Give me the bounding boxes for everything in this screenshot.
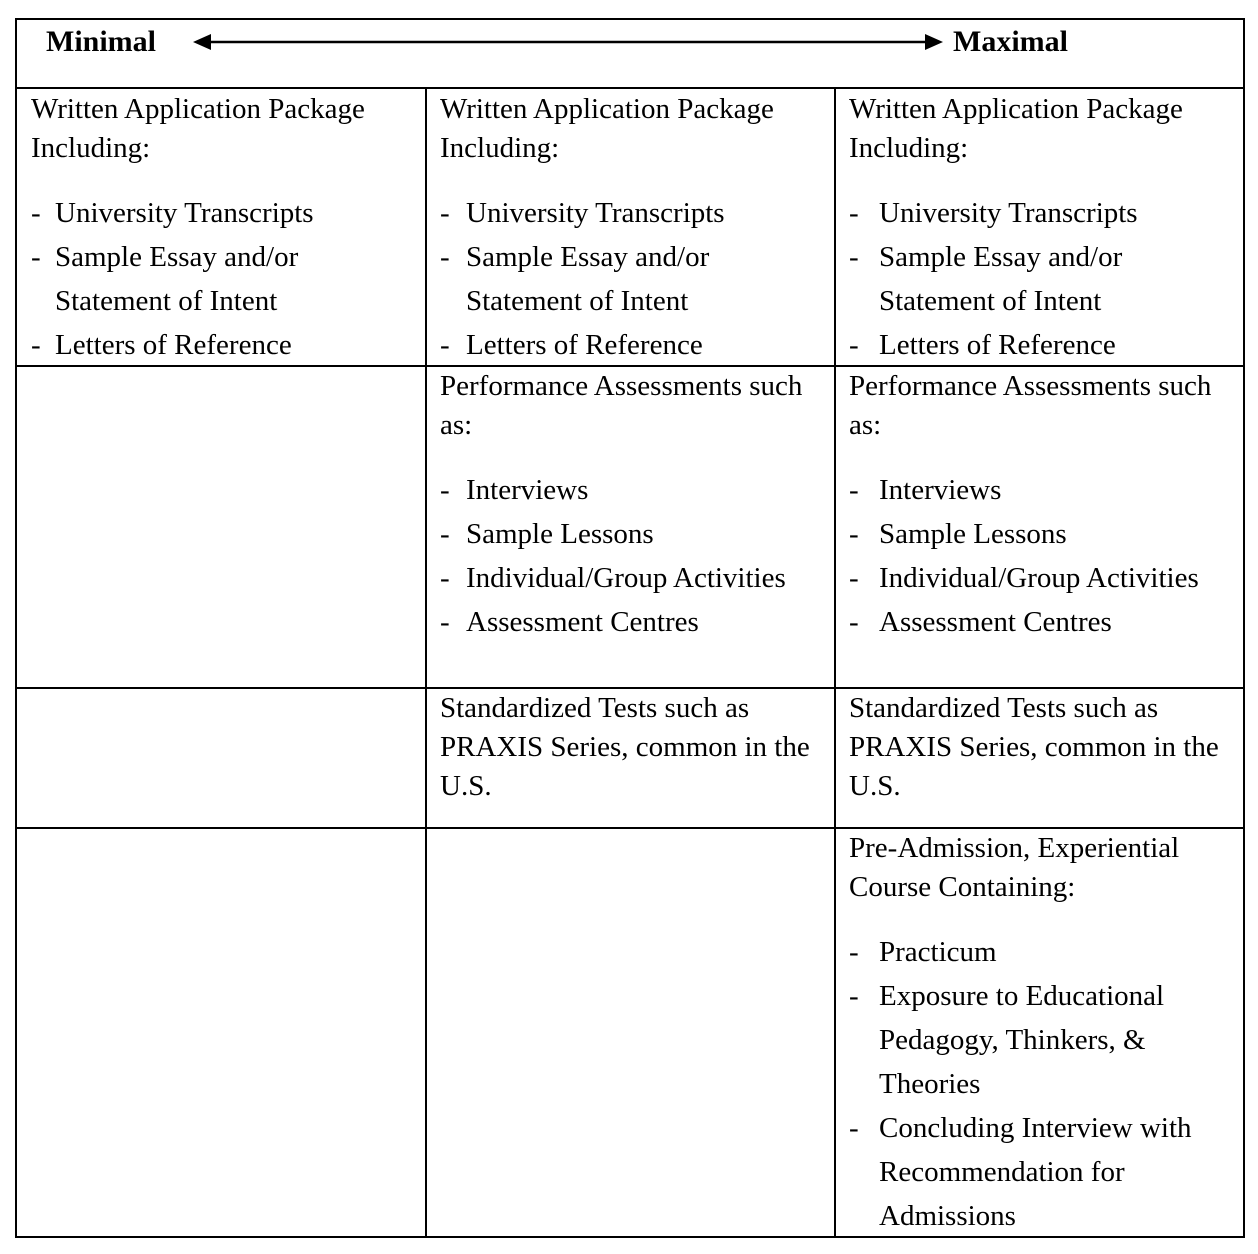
dash-bullet: -: [849, 329, 859, 361]
list-item: [440, 556, 825, 600]
list-item-text: Practicum: [879, 936, 997, 968]
dash-bullet: -: [849, 936, 859, 968]
dash-bullet: -: [440, 474, 450, 506]
table-cell: [849, 367, 1244, 644]
list-item-text: Sample Lessons: [879, 518, 1067, 550]
minimal-label: Minimal: [46, 25, 156, 58]
list-item-text: Sample Lessons: [466, 518, 654, 550]
dash-bullet: -: [849, 474, 859, 506]
list-item: [440, 468, 825, 512]
list-item-text: Interviews: [466, 474, 589, 506]
table-cell: [31, 90, 411, 367]
list-item: [31, 323, 411, 367]
dash-bullet: -: [849, 518, 859, 550]
list-item-text: Letters of Reference: [55, 329, 292, 361]
dash-bullet: -: [849, 606, 859, 638]
dash-bullet: -: [31, 197, 41, 229]
dash-bullet: -: [440, 197, 450, 229]
list-item-text: Assessment Centres: [879, 606, 1112, 638]
list-item: [849, 191, 1244, 235]
list-item: [440, 600, 825, 644]
list-item-text: Individual/Group Activities: [879, 562, 1199, 594]
table-cell: [849, 90, 1244, 367]
table-cell: [440, 90, 825, 367]
cell-item-list: [849, 930, 1244, 1238]
dash-bullet: -: [849, 562, 859, 594]
list-item: [440, 512, 825, 556]
dash-bullet: -: [849, 197, 859, 229]
cell-item-list: [849, 468, 1244, 644]
cell-intro-text: Performance Assessments such as:: [849, 370, 1212, 441]
dash-bullet: -: [440, 562, 450, 594]
column-divider: [834, 89, 836, 1236]
list-item: [849, 468, 1244, 512]
table-cell: [440, 367, 825, 644]
table-cell: [849, 829, 1244, 1238]
list-item-text: Individual/Group Activities: [466, 562, 786, 594]
cell-item-list: [440, 468, 825, 644]
admission-continuum-table: [15, 18, 1245, 1238]
column-divider: [425, 89, 427, 1236]
list-item-text: Letters of Reference: [879, 329, 1116, 361]
continuum-header: [17, 20, 1243, 89]
cell-intro-text: Standardized Tests such as PRAXIS Series, common in the U.S.: [440, 692, 810, 802]
cell-intro-text: Performance Assessments such as:: [440, 370, 803, 441]
list-item-text: Assessment Centres: [466, 606, 699, 638]
list-item-text: University Transcripts: [879, 197, 1138, 229]
list-item: [849, 235, 1244, 323]
list-item-text: University Transcripts: [466, 197, 725, 229]
list-item-text: Concluding Interview with Recommendation for Admissions: [879, 1112, 1192, 1232]
cell-item-list: [440, 191, 825, 367]
list-item: [849, 323, 1244, 367]
list-item: [440, 235, 825, 323]
cell-item-list: [31, 191, 411, 367]
double-arrow-icon: [193, 30, 943, 54]
list-item: [849, 1106, 1244, 1238]
cell-intro-text: Written Application Package Including:: [31, 93, 365, 164]
dash-bullet: -: [849, 980, 859, 1012]
cell-intro-text: Written Application Package Including:: [440, 93, 774, 164]
list-item-text: Letters of Reference: [466, 329, 703, 361]
list-item: [440, 191, 825, 235]
list-item-text: Sample Essay and/or Statement of Intent: [466, 241, 710, 317]
dash-bullet: -: [440, 241, 450, 273]
list-item: [849, 512, 1244, 556]
list-item-text: Interviews: [879, 474, 1002, 506]
table-cell: [440, 689, 825, 806]
list-item-text: Sample Essay and/or Statement of Intent: [55, 241, 299, 317]
list-item: [31, 191, 411, 235]
list-item: [31, 235, 411, 323]
dash-bullet: -: [31, 329, 41, 361]
list-item: [849, 600, 1244, 644]
cell-item-list: [849, 191, 1244, 367]
list-item: [849, 930, 1244, 974]
list-item: [849, 974, 1244, 1106]
list-item: [440, 323, 825, 367]
cell-intro-text: Written Application Package Including:: [849, 93, 1183, 164]
dash-bullet: -: [440, 518, 450, 550]
maximal-label: Maximal: [953, 25, 1068, 58]
dash-bullet: -: [440, 329, 450, 361]
list-item-text: University Transcripts: [55, 197, 314, 229]
dash-bullet: -: [849, 1112, 859, 1144]
cell-intro-text: Pre-Admission, Experiential Course Containing:: [849, 832, 1180, 903]
cell-intro-text: Standardized Tests such as PRAXIS Series, common in the U.S.: [849, 692, 1219, 802]
table-cell: [849, 689, 1244, 806]
list-item-text: Exposure to Educational Pedagogy, Thinkers, & Theories: [879, 980, 1165, 1100]
dash-bullet: -: [31, 241, 41, 273]
list-item: [849, 556, 1244, 600]
list-item-text: Sample Essay and/or Statement of Intent: [879, 241, 1123, 317]
dash-bullet: -: [849, 241, 859, 273]
dash-bullet: -: [440, 606, 450, 638]
